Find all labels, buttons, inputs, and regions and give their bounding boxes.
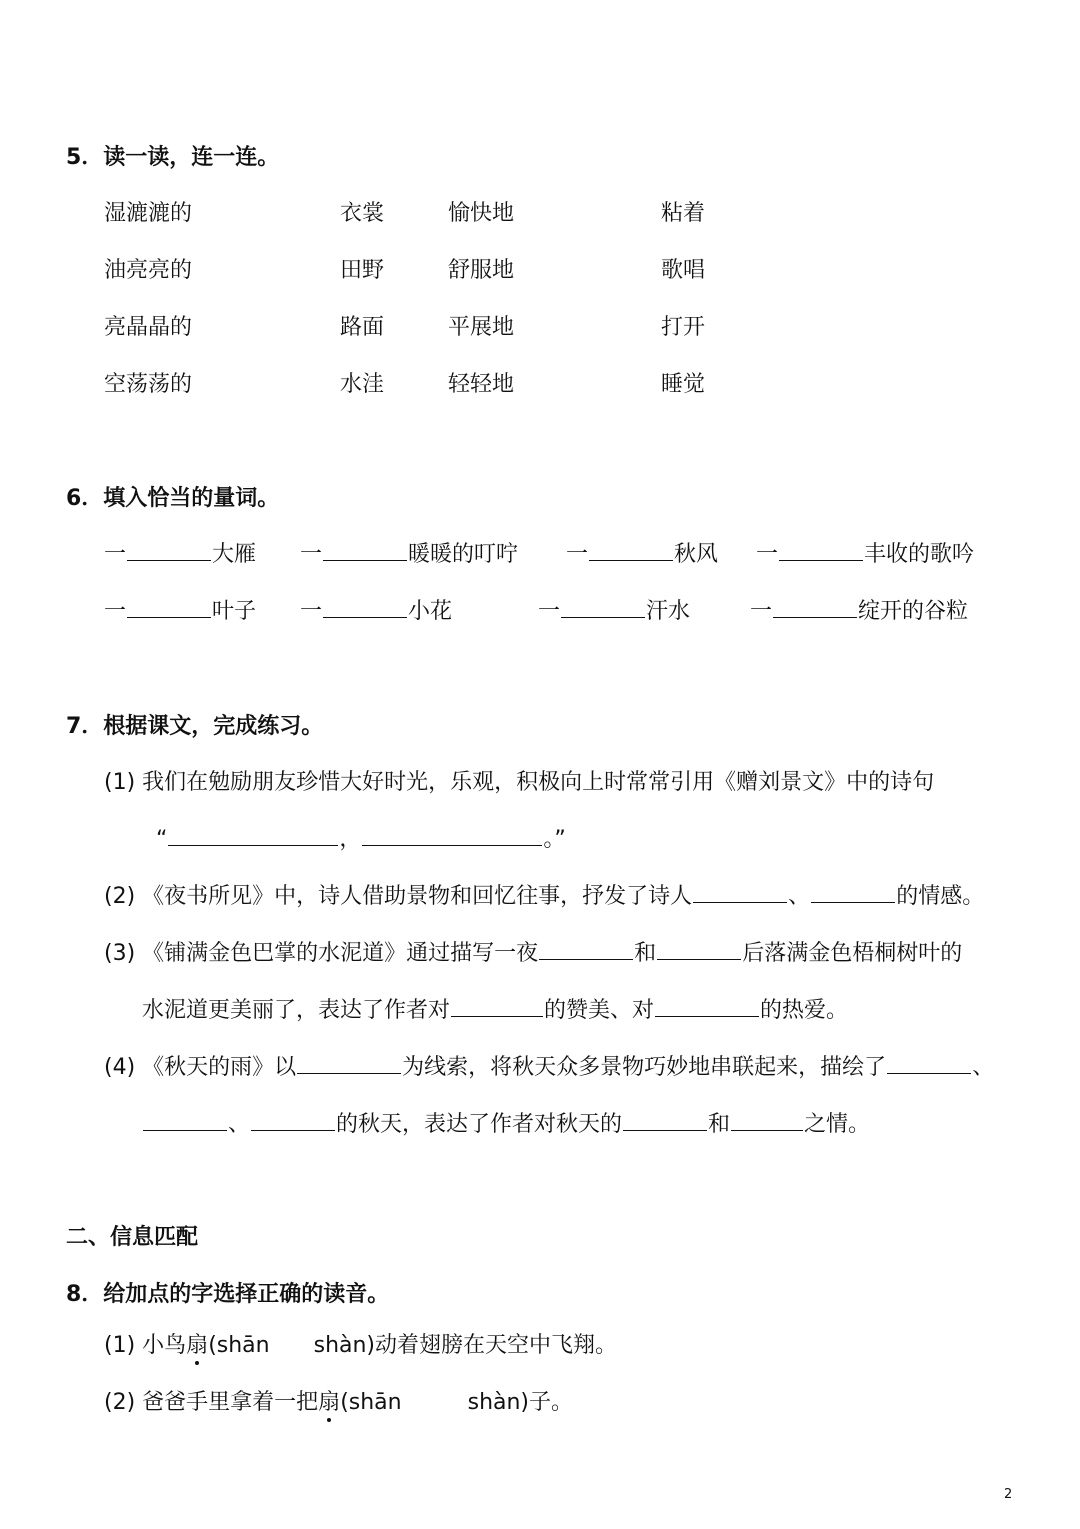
- q5-col2-item: 田野: [340, 258, 385, 283]
- q5-col2-item: 衣裳: [340, 201, 385, 226]
- q5-col1-item: 湿漉漉的: [104, 201, 193, 226]
- q5-title: 5．读一读，连一连。: [66, 145, 280, 170]
- q6-item: 一 暖暖的叮咛: [300, 537, 518, 568]
- q7-part1-text: (1) 我们在勉励朋友珍惜大好时光，乐观，积极向上时常常引用《赠刘景文》中的诗句: [104, 770, 935, 795]
- answer-blank[interactable]: [773, 595, 857, 618]
- q7-part4-line2: 、 的秋天，表达了作者对秋天的 和 之情。: [142, 1107, 870, 1138]
- q5-col3-item: 平展地: [448, 315, 515, 340]
- answer-blank[interactable]: [655, 994, 759, 1017]
- q7-part2: (2) 《夜书所见》中，诗人借助景物和回忆往事，抒发了诗人 、 的情感。: [104, 879, 984, 910]
- q6-title: 6．填入恰当的量词。: [66, 486, 280, 511]
- q5-col1-item: 油亮亮的: [104, 258, 193, 283]
- q5-col4-item: 歌唱: [661, 258, 706, 283]
- answer-blank[interactable]: [323, 538, 407, 561]
- q5-col3-item: 愉快地: [448, 201, 515, 226]
- answer-blank[interactable]: [168, 823, 338, 846]
- q5-col2-item: 水洼: [340, 372, 385, 397]
- q8-sentence-2: (2) 爸爸手里拿着一把扇(shān shàn)子。: [104, 1390, 574, 1415]
- answer-blank[interactable]: [693, 880, 787, 903]
- answer-blank[interactable]: [623, 1108, 707, 1131]
- q6-item: 一 丰收的歌吟: [756, 537, 974, 568]
- q5-col3-item: 舒服地: [448, 258, 515, 283]
- q5-col4-item: 粘着: [661, 201, 706, 226]
- q5-col4-item: 睡觉: [661, 372, 706, 397]
- dotted-char: 扇: [318, 1390, 341, 1415]
- answer-blank[interactable]: [251, 1108, 335, 1131]
- q5-col1-item: 亮晶晶的: [104, 315, 193, 340]
- q5-col4-item: 打开: [661, 315, 706, 340]
- q6-item: 一 绽开的谷粒: [750, 594, 968, 625]
- q7-part3-line1: (3) 《铺满金色巴掌的水泥道》通过描写一夜 和 后落满金色梧桐树叶的: [104, 936, 962, 967]
- q6-item: 一 大雁: [104, 537, 256, 568]
- q6-item: 一 叶子: [104, 594, 256, 625]
- q6-item: 一 小花: [300, 594, 452, 625]
- answer-blank[interactable]: [887, 1051, 971, 1074]
- answer-blank[interactable]: [143, 1108, 227, 1131]
- q8-title: 8．给加点的字选择正确的读音。: [66, 1282, 390, 1307]
- section-title: 二、信息匹配: [66, 1225, 199, 1250]
- q6-item: 一 秋风: [566, 537, 718, 568]
- q7-part1-blanks: “ ， 。”: [156, 822, 566, 853]
- answer-blank[interactable]: [779, 538, 863, 561]
- q7-part4-line1: (4) 《秋天的雨》以 为线索，将秋天众多景物巧妙地串联起来，描绘了 、: [104, 1050, 994, 1081]
- answer-blank[interactable]: [539, 937, 633, 960]
- dotted-char: 扇: [186, 1333, 209, 1358]
- answer-blank[interactable]: [297, 1051, 401, 1074]
- q7-title: 7．根据课文，完成练习。: [66, 714, 324, 739]
- q6-item: 一 汗水: [538, 594, 690, 625]
- answer-blank[interactable]: [731, 1108, 803, 1131]
- q5-col3-item: 轻轻地: [448, 372, 515, 397]
- answer-blank[interactable]: [323, 595, 407, 618]
- answer-blank[interactable]: [127, 538, 211, 561]
- answer-blank[interactable]: [811, 880, 895, 903]
- q8-sentence-1: (1) 小鸟扇(shān shàn)动着翅膀在天空中飞翔。: [104, 1333, 618, 1358]
- answer-blank[interactable]: [127, 595, 211, 618]
- answer-blank[interactable]: [561, 595, 645, 618]
- answer-blank[interactable]: [589, 538, 673, 561]
- q5-col1-item: 空荡荡的: [104, 372, 193, 397]
- page-number: 2: [1004, 1487, 1013, 1502]
- q5-col2-item: 路面: [340, 315, 385, 340]
- answer-blank[interactable]: [362, 823, 542, 846]
- q7-part3-line2: 水泥道更美丽了，表达了作者对 的赞美、对 的热爱。: [142, 993, 848, 1024]
- answer-blank[interactable]: [451, 994, 543, 1017]
- answer-blank[interactable]: [657, 937, 741, 960]
